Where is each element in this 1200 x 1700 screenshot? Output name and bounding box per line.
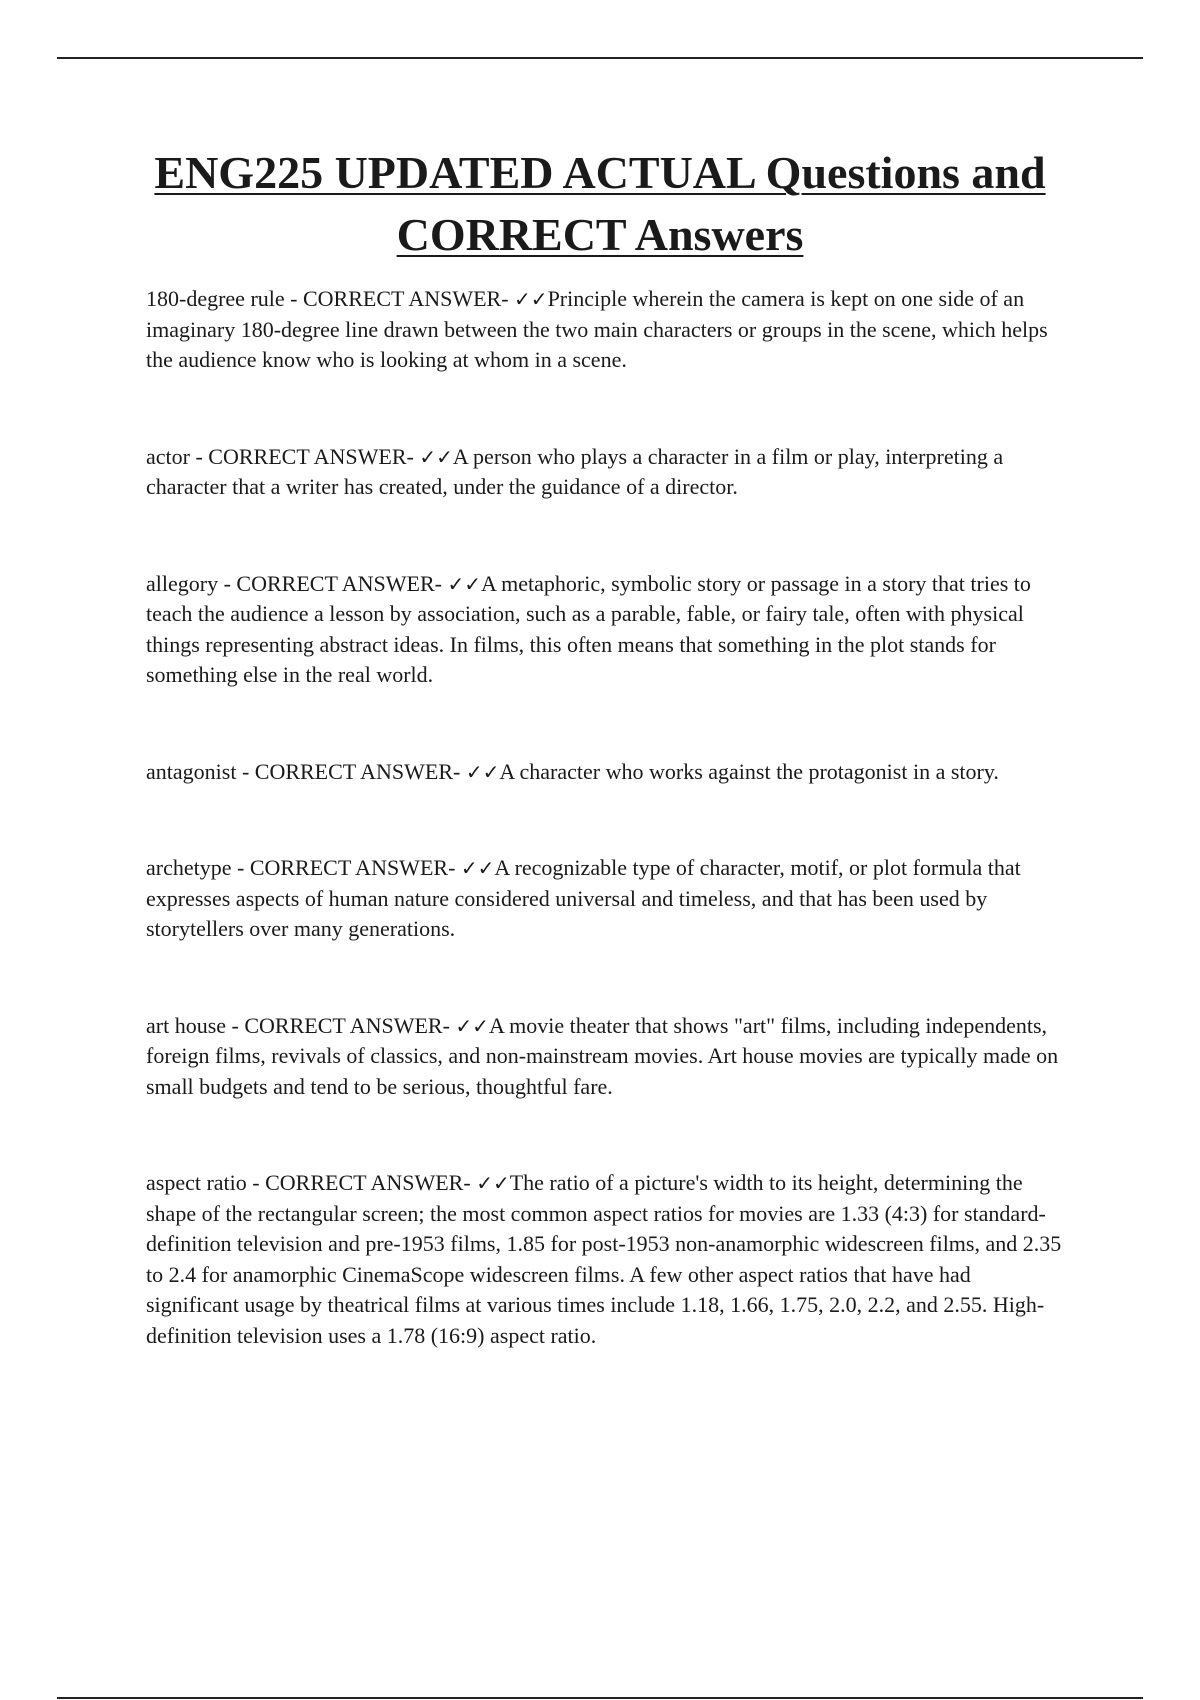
entry-term: allegory <box>146 570 219 596</box>
entry-definition: A metaphoric, symbolic story or passage in a story that tries to teach the audience a lesson by association, such as a parable, fable, or fairy tale, often with physical things representing abstract ideas. In films, this often means that something in the plot stands for something else in the real world. <box>146 570 1031 687</box>
entry-definition: Principle wherein the camera is kept on one side of an imaginary 180-degree line drawn between the two main characters or groups in the scene, which helps the audience know who is looking at whom in a scene. <box>146 286 1048 372</box>
double-check-icon: ✓✓ <box>447 571 481 596</box>
entry-definition: A movie theater that shows "art" films, including independents, foreign films, revivals of classics, and non-mainstream movies. Art house movies are typically made on small budgets and tend to be serious, thoughtful fare. <box>146 1012 1059 1099</box>
answer-marker: - CORRECT ANSWER- <box>218 570 448 596</box>
answer-marker: - CORRECT ANSWER- <box>189 443 420 469</box>
qa-entry <box>146 1011 1064 1103</box>
bottom-divider <box>57 1697 1143 1699</box>
answer-marker: - CORRECT ANSWER- <box>231 855 461 880</box>
double-check-icon: ✓✓ <box>514 287 548 311</box>
qa-entry <box>146 442 1064 503</box>
qa-list <box>146 284 1064 1417</box>
answer-marker: - CORRECT ANSWER- <box>246 1170 477 1195</box>
double-check-icon: ✓✓ <box>465 759 500 784</box>
answer-marker: - CORRECT ANSWER- <box>226 1012 456 1038</box>
qa-entry <box>146 853 1064 945</box>
page-title: ENG225 UPDATED ACTUAL Questions and CORRECT Answers <box>154 147 1046 260</box>
answer-marker: - CORRECT ANSWER- <box>284 286 515 311</box>
double-check-icon: ✓✓ <box>476 1171 510 1195</box>
double-check-icon: ✓✓ <box>455 1013 489 1038</box>
entry-term: antagonist <box>146 758 237 784</box>
entry-term: aspect ratio <box>146 1170 247 1195</box>
entry-term: actor <box>146 443 190 469</box>
entry-term: art house <box>146 1012 227 1038</box>
entry-term: 180-degree rule <box>146 286 285 311</box>
qa-entry <box>146 569 1064 691</box>
qa-entry <box>146 757 1064 788</box>
entry-definition: A character who works against the protagonist in a story. <box>499 758 999 784</box>
entry-definition: A recognizable type of character, motif, or plot formula that expresses aspects of human nature considered universal and timeless, and that has been used by storytellers over many generations. <box>146 855 1021 941</box>
answer-marker: - CORRECT ANSWER- <box>236 758 466 784</box>
qa-entry <box>146 284 1064 376</box>
qa-entry <box>146 1168 1064 1351</box>
entry-definition: The ratio of a picture's width to its height, determining the shape of the rectangular screen; the most common aspect ratios for movies are 1.33 (4:3) for standard-definition television and pre-1953 films, 1.85 for post-1953 non-anamorphic widescreen films, and 2.35 to 2.4 for anamorphic CinemaScope widescreen films. A few other aspect ratios that have had significant usage by theatrical films at various times include 1.18, 1.66, 1.75, 2.0, 2.2, and 2.55. High-definition television uses a 1.78 (16:9) aspect ratio. <box>146 1170 1062 1348</box>
double-check-icon: ✓✓ <box>460 856 495 880</box>
entry-term: archetype <box>146 855 232 880</box>
top-divider <box>57 57 1143 59</box>
entry-definition: A person who plays a character in a film or play, interpreting a character that a writer has created, under the guidance of a director. <box>146 443 1004 499</box>
double-check-icon: ✓✓ <box>419 444 453 469</box>
